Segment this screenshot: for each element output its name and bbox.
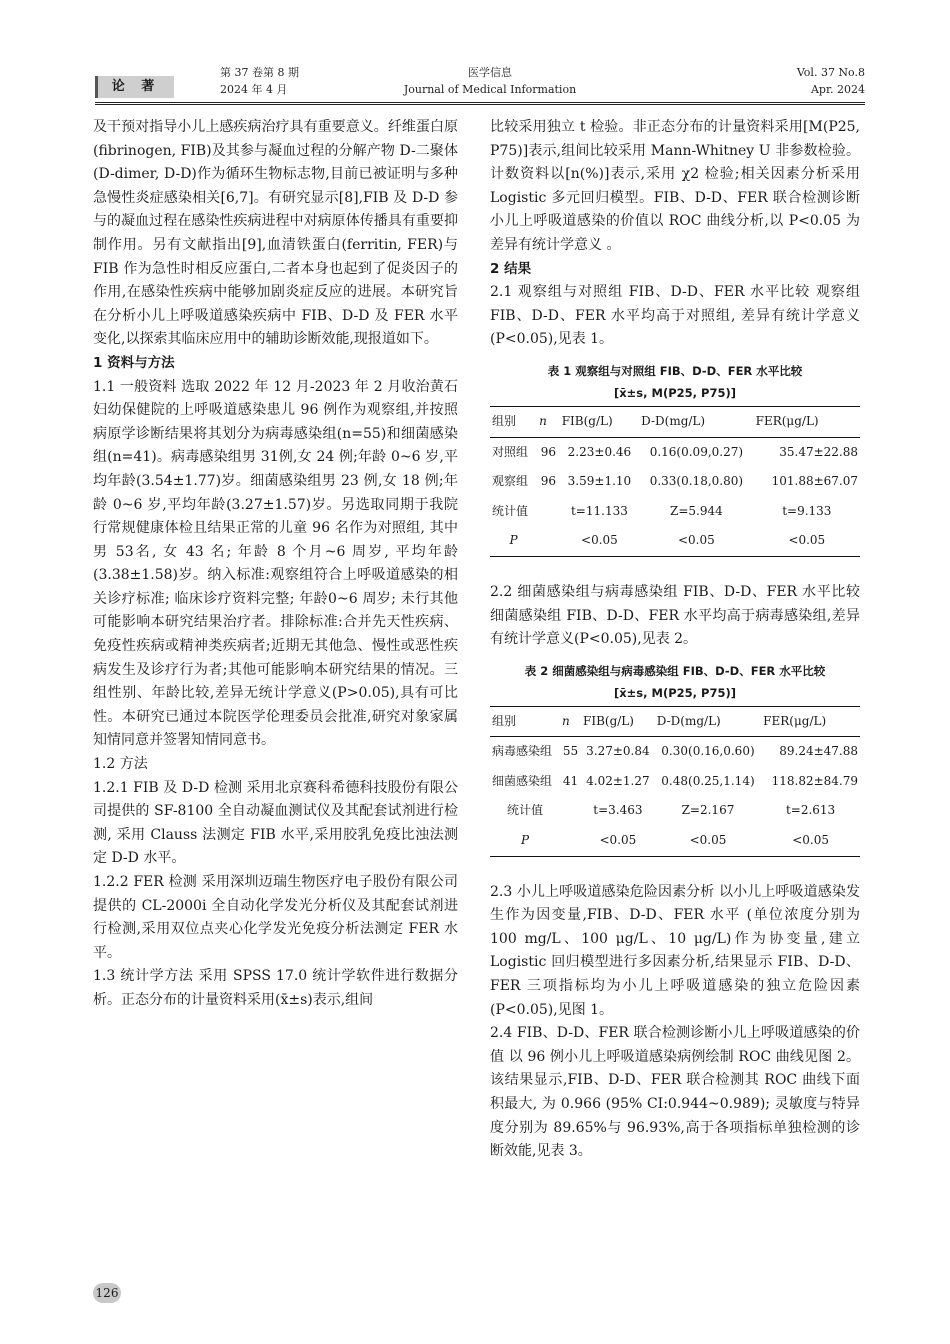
table-cell: 0.30(0.16,0.60) [661,744,755,759]
table-2-title: 表 2 细菌感染组与病毒感染组 FIB、D-D、FER 水平比较 [524,663,826,678]
table-cell: 4.02±1.27 [586,773,650,788]
table-row [490,526,860,556]
table-header-cell: D-D(mg/L) [639,406,754,437]
table-cell: 35.47±22.88 [779,444,858,459]
table-2-header-row [490,706,860,737]
journal-name-cn: 医学信息 [468,66,512,79]
table-cell: 0.16(0.09,0.27) [649,444,744,459]
right-column [490,116,860,1164]
result-2-4-paragraph: 2.4 FIB、D-D、FER 联合检测诊断小儿上呼吸道感染的价值 以 96 例小儿上呼吸道感染病例绘制 ROC 曲线见图 2。该结果显示,FIB、D-D、FER 联合检测其 ROC 曲线下面积最大, 为 0.966 (95% CI:0.944~0.989); 灵敏度与特异度分别为 89.65%与 96.93%,高于各项指标单独检测的诊断效能,见表 3。 [490,1025,860,1160]
section-tag: 论 著 [95,76,174,98]
date-en: Apr. 2024 [810,83,865,96]
table-cell: 统计值 [492,503,529,518]
table-cell: <0.05 [754,526,860,556]
table-1-title: 表 1 观察组与对照组 FIB、D-D、FER 水平比较 [547,363,803,378]
fib-dd-detection-paragraph: 1.2.1 FIB 及 D-D 检测 采用北京赛科希德科技股份有限公司提供的 SF-8100 全自动凝血测试仪及其配套试剂进行检测, 采用 Clauss 法测定 FIB 水平,采用胶乳免疫比浊法测定 D-D 水平。 [93,779,458,867]
table-cell: 0.48(0.25,1.14) [661,773,755,788]
publication-date: 2024 年 4 月 [220,83,288,96]
table-row [490,796,860,826]
table-header-cell: FER(μg/L) [761,706,860,737]
table-cell: 3.27±0.84 [586,744,650,759]
table-cell: 118.82±84.79 [771,773,858,788]
table-header-cell: FIB(g/L) [560,406,639,437]
table-row [490,437,860,467]
table-header-cell: n [537,406,560,437]
table-cell: 41 [562,773,579,788]
table-cell: 3.59±1.10 [567,474,632,489]
table-header-cell: n [560,706,581,737]
table-header-cell: D-D(mg/L) [655,706,761,737]
table-cell [537,526,560,556]
table-1 [490,406,860,557]
table-1-header-row [490,406,860,437]
table-cell: P [490,526,537,556]
table-cell: <0.05 [560,526,639,556]
table-2 [490,706,860,857]
table-cell: P [490,826,560,856]
table-row [490,737,860,767]
statistics-paragraph: 1.3 统计学方法 采用 SPSS 17.0 统计学软件进行数据分析。正态分布的计量资料采用(x̄±s)表示,组间 [93,968,458,1008]
table-2-subtitle: [x̄±s, M(P25, P75)] [614,685,736,700]
table-cell: 96 [540,444,557,459]
result-2-3-paragraph: 2.3 小儿上呼吸道感染危险因素分析 以小儿上呼吸道感染发生作为因变量,FIB、D-D、FER 水平 (单位浓度分别为 100 mg/L、100 μg/L、10 μg/L)作为协变量,建立 Logistic 回归模型进行多因素分析,结果显示 FIB、D-D、FER 三项指标均为小儿上呼吸道感染的独立危险因素(P<0.05),见图 1。 [490,883,860,1018]
intro-paragraph: 及干预对指导小儿上感疾病治疗具有重要意义。纤维蛋白原(fibrinogen, FIB)及其参与凝血过程的分解产物 D-二聚体(D-dimer, D-D)作为循环生物标志物,目前已被证明与多种急慢性炎症感染相关[6,7]。有研究显示[8],FIB 及 D-D 参与的凝血过程在感染性疾病进程中对病原体传播具有重要抑制作用。另有文献指出[9],血清铁蛋白(ferritin, FER)与 FIB 作为急性时相反应蛋白,二者本身也起到了促炎因子的作用,在感染性疾病中能够加剧炎症反应的进展。本研究旨在分析小儿上呼吸道感染疾病中 FIB、D-D 及 FER 水平变化,以探索其临床应用中的辅助诊断效能,现报道如下。 [93,119,458,348]
table-cell: 89.24±47.88 [779,744,858,759]
journal-name-en: Journal of Medical Information [403,83,577,96]
table-1-subtitle: [x̄±s, M(P25, P75)] [614,385,736,400]
section-heading-results: 2 结果 [490,260,532,277]
table-cell [537,497,560,527]
header-rule-secondary [95,104,865,105]
header-rule [95,102,865,103]
table-cell: Z=5.944 [670,503,723,518]
table-cell: 统计值 [506,803,543,818]
table-cell: 96 [540,474,557,489]
volume-issue: 第 37 卷第 8 期 [220,66,299,79]
table-cell: <0.05 [639,526,754,556]
table-cell: 55 [562,744,579,759]
table-cell: <0.05 [581,826,655,856]
general-data-paragraph: 1.1 一般资料 选取 2022 年 12 月-2023 年 2 月收治黄石妇幼保健院的上呼吸道感染患儿 96 例作为观察组,并按照病原学诊断结果将其划分为病毒感染组(n=55)和细菌感染组(n=41)。病毒感染组男 31例,女 24 例;年龄 0~6 岁,平均年龄(3.54±1.77)岁。细菌感染组男 23 例,女 18 例;年龄 0~6 岁,平均年龄(3.27±1.57)岁。另选取同期于我院行常规健康体检且结果正常的儿童 96 名作为对照组, 其中男 53名, 女 43 名; 年龄 8 个月~6 周岁, 平均年龄(3.38±1.58)岁。纳入标准:观察组符合上呼吸道感染的相关诊疗标准; 临床诊疗资料完整; 年龄0~6 周岁; 未行其他可能影响本研究结果治疗者。排除标准:合并先天性疾病、免疫性疾病或精神类疾病者;近期无其他急、慢性或恶性疾病发生及诊疗行为者;其他可能影响本研究结果的情况。三组性别、年龄比较,差异无统计学意义(P>0.05),具有可比性。本研究已通过本院医学伦理委员会批准,研究对象家属知情同意并签署知情同意书。 [93,378,458,749]
table-row [490,767,860,797]
table-header-cell: 组别 [490,706,560,737]
table-cell: <0.05 [761,826,860,856]
table-cell: t=3.463 [593,803,643,818]
table-cell: Z=2.167 [681,803,735,818]
table-cell: 细菌感染组 [492,773,553,788]
page-number: 126 [93,1283,121,1303]
result-2-1-paragraph: 2.1 观察组与对照组 FIB、D-D、FER 水平比较 观察组 FIB、D-D、FER 水平均高于对照组, 差异有统计学意义(P<0.05),见表 1。 [490,284,860,348]
section-heading-methods: 1 资料与方法 [93,354,175,371]
table-cell: 0.33(0.18,0.80) [649,474,744,489]
table-cell: 对照组 [492,444,529,459]
table-cell: 2.23±0.46 [567,444,632,459]
table-row [490,826,860,856]
table-cell: 101.88±67.07 [771,474,858,489]
table-cell: <0.05 [655,826,761,856]
table-cell [560,796,581,826]
methods-subheading: 1.2 方法 [93,756,148,773]
table-row [490,467,860,497]
result-2-2-paragraph: 2.2 细菌感染组与病毒感染组 FIB、D-D、FER 水平比较 细菌感染组 FIB、D-D、FER 水平均高于病毒感染组,差异有统计学意义(P<0.05),见表 2。 [490,583,860,648]
table-header-cell: FER(μg/L) [754,406,860,437]
statistics-continued-paragraph: 比较采用独立 t 检验。非正态分布的计量资料采用[M(P25, P75)]表示,组间比较采用 Mann-Whitney U 非参数检验。计数资料以[n(%)]表示,采用 χ2 检验;相关因素分析采用 Logistic 多元回归模型。FIB、D-D、FER 联合检测诊断小儿上呼吸道感染的价值以 ROC 曲线分析,以 P<0.05 为差异有统计学意义 。 [490,119,860,253]
volume-en: Vol. 37 No.8 [796,66,865,79]
page-header [95,64,865,102]
table-cell: 观察组 [492,474,529,489]
table-cell: t=2.613 [785,803,836,818]
fer-detection-paragraph: 1.2.2 FER 检测 采用深圳迈瑞生物医疗电子股份有限公司提供的 CL-2000i 全自动化学发光分析仪及其配套试剂进行检测,采用双位点夹心化学发光免疫分析法测定 FER 水平。 [93,874,458,961]
left-column [93,116,458,1013]
table-cell [560,826,581,856]
table-cell: t=9.133 [782,503,832,518]
table-header-cell: FIB(g/L) [581,706,655,737]
table-row [490,497,860,527]
table-cell: t=11.133 [570,503,628,518]
table-header-cell: 组别 [490,406,537,437]
table-cell: 病毒感染组 [492,744,553,759]
